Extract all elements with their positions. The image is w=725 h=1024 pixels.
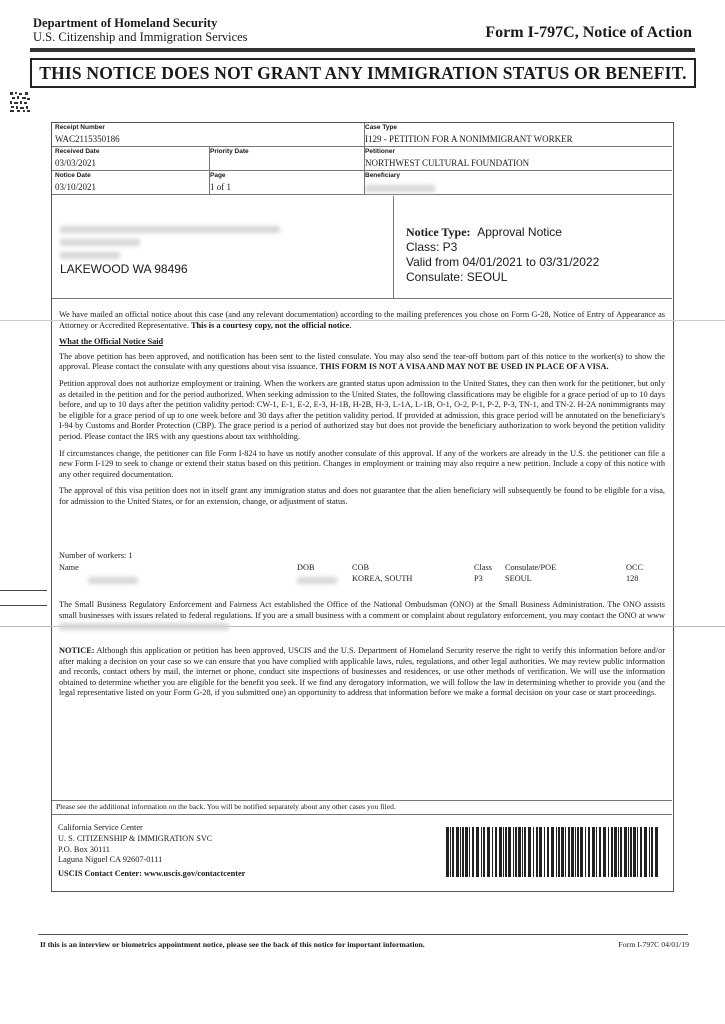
department-name: Department of Homeland Security (33, 16, 218, 30)
beneficiary-label: Beneficiary (365, 172, 401, 179)
ombudsman-paragraph: The Small Business Regulatory Enforcement and Fairness Act established the Office of the National Ombudsman (ONO) at the Small Business Administration. The ONO assists small businesses with issues related to federal regulations. If you are a small business with a comment or complaint about regulatory enforcement, you may contact the ONO at www (59, 600, 665, 620)
notice-label: NOTICE: (59, 646, 95, 655)
ombudsman-section (59, 600, 665, 638)
notice-consulate: Consulate: SEOUL (406, 270, 508, 284)
tear-mark (0, 590, 47, 591)
row-2 (52, 147, 672, 171)
disclaimer-paragraph: The approval of this visa petition does not in itself grant any immigration status and does not guarantee that the alien beneficiary will subsequently be found to be eligible for a visa, for admission to the United States, or for an extension, change, or adjustment of status. (59, 486, 665, 506)
case-type-label: Case Type (365, 124, 398, 131)
notice-paragraph: Although this application or petition has been approved, USCIS and the U.S. Department of Homeland Security reserve the right to verify this information before and/or after making a decision on your case so we can ensure that you have complied with applicable laws, rules, regulations, and other legal authorities. We may review public information and records, contact others by mail, the internet or phone, conduct site inspections of businesses and residences, or use other methods of verification. We will use the information obtained to determine whether you are eligible for the benefit you seek. If we find any derogatory information, we will follow the law in determining whether to provide you (and the legal representative listed on your Form G-28, if you submitted one) an opportunity to address that information before we make a formal decision on your case or start proceedings. (59, 646, 665, 698)
workers-header-cob: COB (352, 563, 370, 572)
agency-header (33, 16, 248, 44)
status-banner: THIS NOTICE DOES NOT GRANT ANY IMMIGRATION STATUS OR BENEFIT. (30, 58, 696, 88)
return-address-line: U. S. CITIZENSHIP & IMMIGRATION SVC (58, 833, 213, 843)
worker-name-redacted (88, 577, 138, 586)
worker-consulate: SEOUL (505, 574, 532, 583)
see-back-note: Please see the additional information on the back. You will be notified separately about any other cases you filed. (56, 802, 396, 811)
interview-note: If this is an interview or biometrics appointment notice, please see the back of this notice for important information. (40, 940, 425, 949)
grid-divider (364, 123, 365, 195)
return-address-line: P.O. Box 30111 (58, 844, 110, 854)
not-visa-warning: THIS FORM IS NOT A VISA AND MAY NOT BE USED IN PLACE OF A VISA. (319, 362, 609, 372)
notice-section (59, 646, 665, 705)
petitioner: NORTHWEST CULTURAL FOUNDATION (365, 158, 530, 168)
barcode-icon (446, 827, 661, 877)
qr-code-icon (10, 92, 30, 112)
form-title: Form I-797C, Notice of Action (485, 24, 692, 41)
receipt-number: WAC2115350186 (55, 134, 120, 144)
notice-validity: Valid from 04/01/2021 to 03/31/2022 (406, 255, 600, 269)
petitioner-label: Petitioner (365, 148, 395, 155)
approval-paragraph: The above petition has been approved, and notification has been sent to the listed consulate. You may also send the tear-off bottom part of this notice to the worker(s) to show the approval. Please contact the consulate with any questions about visa issuance. (59, 351, 665, 372)
section-divider (52, 298, 672, 299)
section-divider (393, 196, 394, 298)
return-address (58, 823, 245, 880)
row-3 (52, 171, 672, 195)
courtesy-paragraph: We have mailed an official notice about this case (and any relevant documentation) according to the mailing preferences you chose on Form G-28, Notice of Entry of Appearance as Attorney or Accredited Representative. (59, 310, 665, 330)
worker-class: P3 (474, 574, 483, 583)
notice-body (59, 310, 665, 514)
header-divider (30, 48, 695, 52)
workers-header-class: Class (474, 563, 492, 572)
row-1 (52, 123, 672, 147)
address-redacted-line (60, 248, 280, 262)
ombudsman-url-redacted (59, 623, 229, 630)
workers-header-dob: DOB (297, 563, 315, 572)
agency-name: U.S. Citizenship and Immigration Services (33, 30, 248, 44)
workers-header-consulate: Consulate/POE (505, 563, 557, 572)
bottom-rule (38, 934, 688, 935)
notice-date-label: Notice Date (55, 172, 91, 179)
worker-count: Number of workers: 1 (59, 551, 133, 560)
workers-header-name: Name (59, 563, 79, 572)
priority-date-label: Priority Date (210, 148, 249, 155)
notice-class: Class: P3 (406, 240, 458, 254)
address-redacted-line (60, 235, 280, 248)
workers-section (59, 551, 665, 562)
beneficiary-redacted (365, 184, 435, 194)
received-date-label: Received Date (55, 148, 100, 155)
worker-dob-redacted (297, 577, 337, 586)
address-redacted-line (60, 222, 280, 235)
footer-divider (52, 814, 672, 815)
grid-divider (209, 147, 210, 195)
fold-line (0, 320, 725, 321)
contact-center: USCIS Contact Center: www.uscis.gov/contactcenter (58, 869, 246, 879)
notice-type-value: Approval Notice (477, 225, 562, 239)
receipt-number-label: Receipt Number (55, 124, 105, 131)
footer-divider (52, 800, 672, 801)
notice-type-block (406, 225, 599, 285)
notice-date: 03/10/2021 (55, 182, 97, 192)
courtesy-bold: This is a courtesy copy, not the official notice. (191, 320, 352, 330)
return-address-line: Laguna Niguel CA 92607-0111 (58, 855, 163, 865)
return-address-line: California Service Center (58, 823, 143, 832)
worker-cob: KOREA, SOUTH (352, 574, 413, 583)
notice-type-label: Notice Type: (406, 225, 471, 239)
received-date: 03/03/2021 (55, 158, 97, 168)
page-number: 1 of 1 (210, 182, 231, 192)
section-heading: What the Official Notice Said (59, 337, 164, 347)
address-city-line: LAKEWOOD WA 98496 (60, 262, 188, 276)
page-label: Page (210, 172, 226, 179)
workers-header-occ: OCC (626, 563, 644, 572)
worker-occ: 128 (626, 574, 639, 583)
circumstances-paragraph: If circumstances change, the petitioner can file Form I-824 to have us notify another consulate of this approval. If any of the workers are already in the U.S. the petitioner can file a new Form I-129 to seek to change or extend their status based on this petition. Changes in employment or training may also require a new petition. Include a copy of this notice with any other required documentation. (59, 448, 665, 479)
recipient-address (60, 222, 280, 276)
employment-paragraph: Petition approval does not authorize employment or training. When the workers are granted status upon admission to the United States, they can then work for the petitioner, but only as detailed in the petition and for the period authorized. When seeking admission to the United States, the following classifications may be eligible for a grace period of up to 10 days before, and up to 10 days after the petition validity period: CW-1, E-1, E-2, E-3, H-1B, H-2B, H-3, L-1A, L-1B, O-1, O-2, P-1, P-2, P-3, TN-1, and TN-2. H-2A nonimmigrants may be eligible for a grace period of up to one week before and 30 days after the petition validity period. If provided at admission, this grace period will be annotated on the beneficiary's I-94 by Customs and Border Protection (CBP). The grace period is a period of authorized stay but does not provide the beneficiary authorization to work beyond the petition validity period. Please contact the IRS with any questions about tax withholding. (59, 378, 665, 441)
form-version: Form I-797C 04/01/19 (618, 940, 689, 949)
case-type: I129 - PETITION FOR A NONIMMIGRANT WORKER (365, 134, 573, 144)
case-info-grid (52, 123, 672, 195)
tear-mark (0, 605, 47, 606)
